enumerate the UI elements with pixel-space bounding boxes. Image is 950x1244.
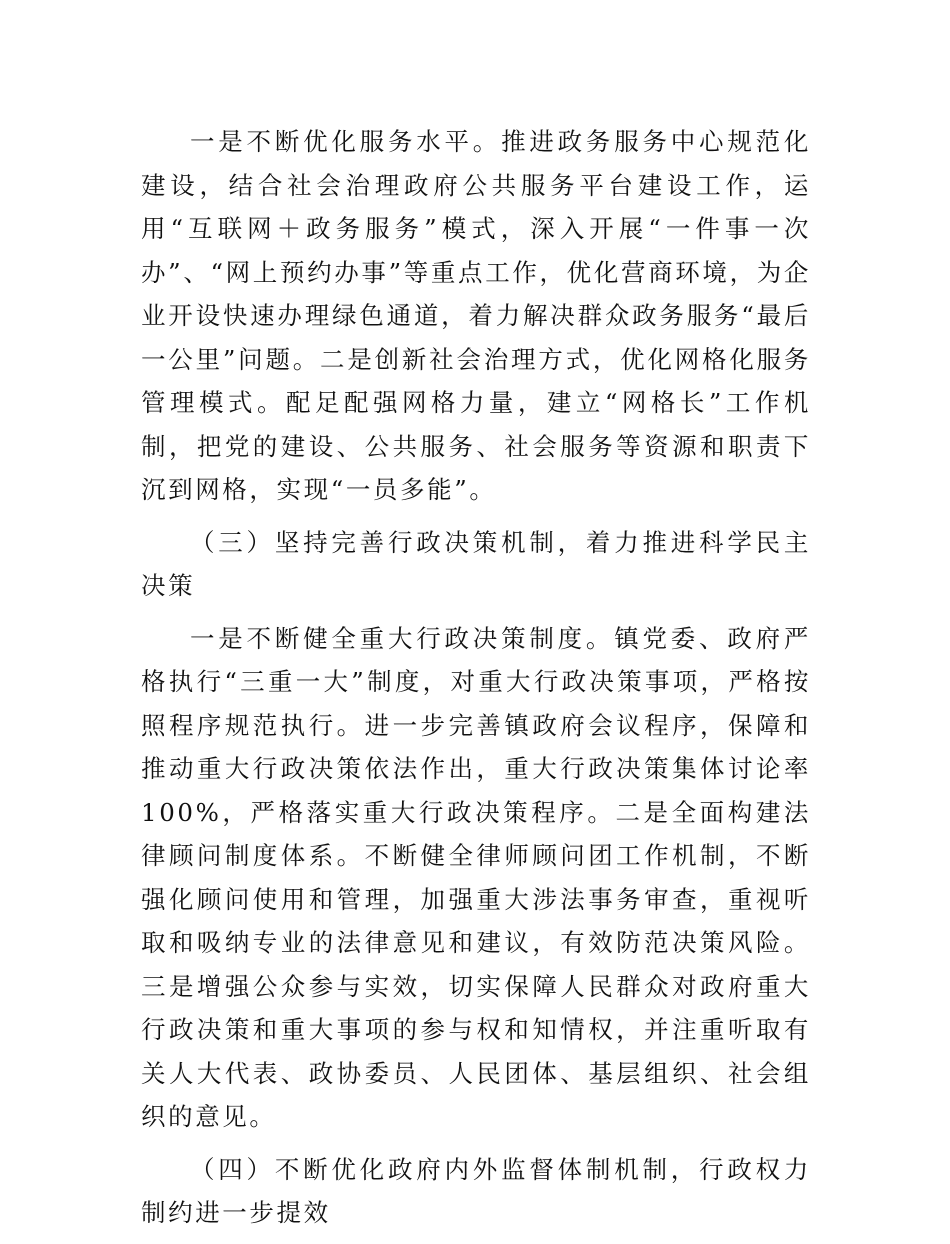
paragraph-service-level: 一是不断优化服务水平。推进政务服务中心规范化建设，结合社会治理政府公共服务平台建设工作，运用“互联网＋政务服务”模式，深入开展“一件事一次办”、“网上预约办事”等重点工作，优化营商环境，为企业开设快速办理绿色通道，着力解决群众政务服务“最后一公里”问题。二是创新社会治理方式，优化网格化服务管理模式。配足配强网格力量，建立“网格长”工作机制，把党的建设、公共服务、社会服务等资源和职责下沉到网格，实现“一员多能”。 bbox=[141, 127, 811, 504]
section-heading-3: （三）坚持完善行政决策机制，着力推进科学民主决策 bbox=[141, 527, 811, 600]
document-body bbox=[141, 120, 811, 1244]
paragraph-decision-system: 一是不断健全重大行政决策制度。镇党委、政府严格执行“三重一大”制度，对重大行政决策事项，严格按照程序规范执行。进一步完善镇政府会议程序，保障和推动重大行政决策依法作出，重大行政决策集体讨论率100%，严格落实重大行政决策程序。二是全面构建法律顾问制度体系。不断健全律师顾问团工作机制，不断强化顾问使用和管理，加强重大涉法事务审查，重视听取和吸纳专业的法律意见和建议，有效防范决策风险。三是增强公众参与实效，切实保障人民群众对政府重大行政决策和重大事项的参与权和知情权，并注重听取有关人大代表、政协委员、人民团体、基层组织、社会组织的意见。 bbox=[141, 623, 811, 1131]
section-heading-4: （四）不断优化政府内外监督体制机制，行政权力制约进一步提效 bbox=[141, 1154, 811, 1227]
